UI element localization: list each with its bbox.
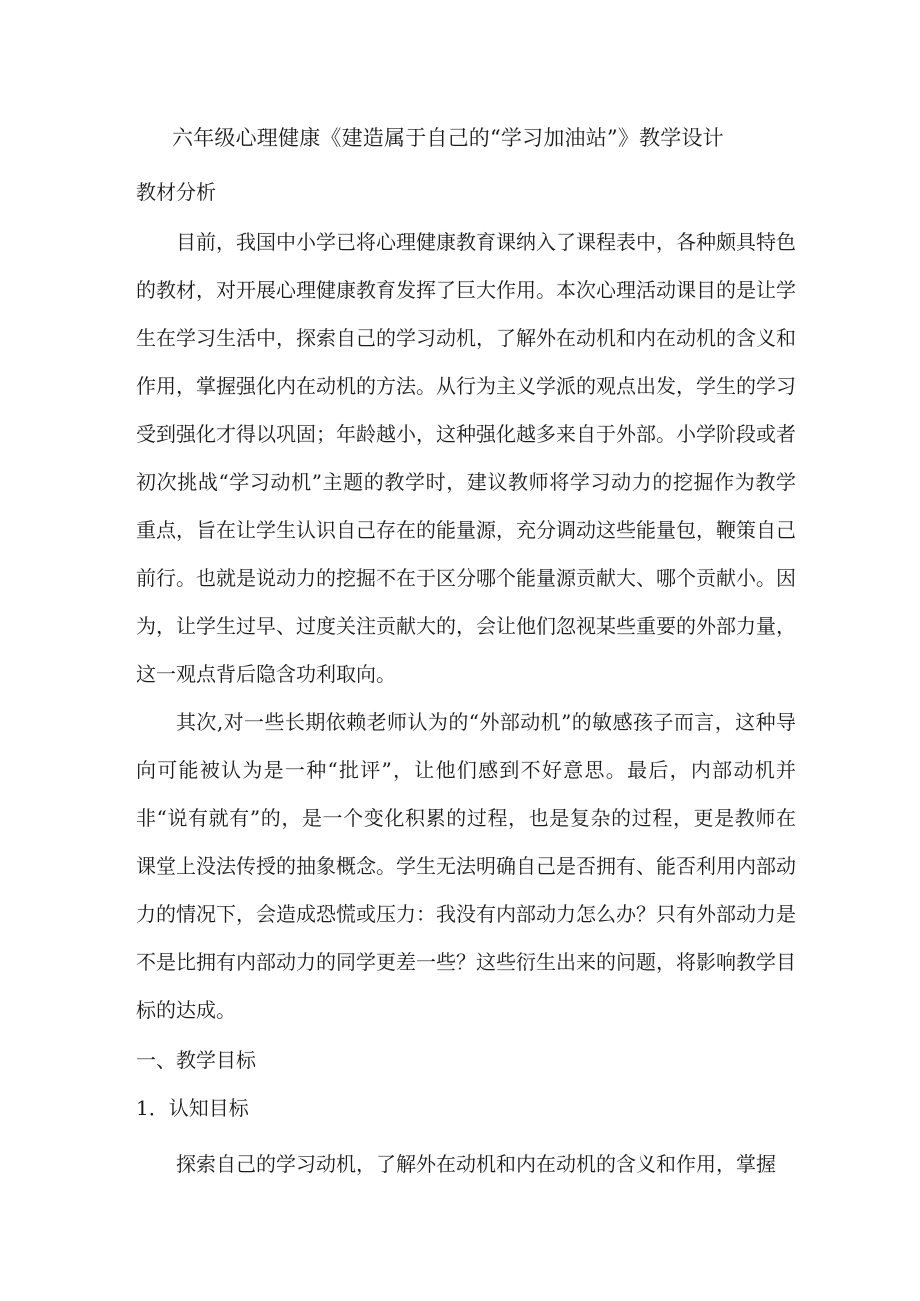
document-title: 六年级心理健康《建造属于自己的“学习加油站”》教学设计	[172, 126, 724, 150]
subsection-heading-cognitive-goals: 1．认知目标	[136, 1096, 249, 1120]
paragraph-cognitive-goals: 探索自己的学习动机，了解外在动机和内在动机的含义和作用，掌握	[176, 1152, 776, 1176]
section-heading-teaching-goals: 一、教学目标	[136, 1048, 256, 1072]
paragraph-material-analysis: 目前，我国中小学已将心理健康教育课纳入了课程表中，各种颇具特色的教材，对开展心理健康教育发挥了巨大作用。本次心理活动课目的是让学生在学习生活中，探索自己的学习动机，了解外在动机和内在动机的含义和作用，掌握强化内在动机的方法。从行为主义学派的观点出发，学生的学习受到强化才得以巩固；年龄越小，这种强化越多来自于外部。小学阶段或者初次挑战“学习动机”主题的教学时，建议教师将学习动力的挖掘作为教学重点，旨在让学生认识自己存在的能量源，充分调动这些能量包，鞭策自己前行。也就是说动力的挖掘不在于区分哪个能量源贡献大、哪个贡献小。因为，让学生过早、过度关注贡献大的，会让他们忽视某些重要的外部力量，这一观点背后隐含功利取向。	[136, 230, 796, 686]
paragraph-secondly: 其次,对一些长期依赖老师认为的“外部动机”的敏感孩子而言，这种导向可能被认为是一种“批评”，让他们感到不好意思。最后，内部动机并非“说有就有”的，是一个变化积累的过程，也是复杂的过程，更是教师在课堂上没法传授的抽象概念。学生无法明确自己是否拥有、能否利用内部动力的情况下，会造成恐慌或压力：我没有内部动力怎么办？只有外部动力是不是比拥有内部动力的同学更差一些？这些衍生出来的问题，将影响教学目标的达成。	[136, 710, 796, 1022]
section-heading-material-analysis: 教材分析	[136, 180, 216, 204]
